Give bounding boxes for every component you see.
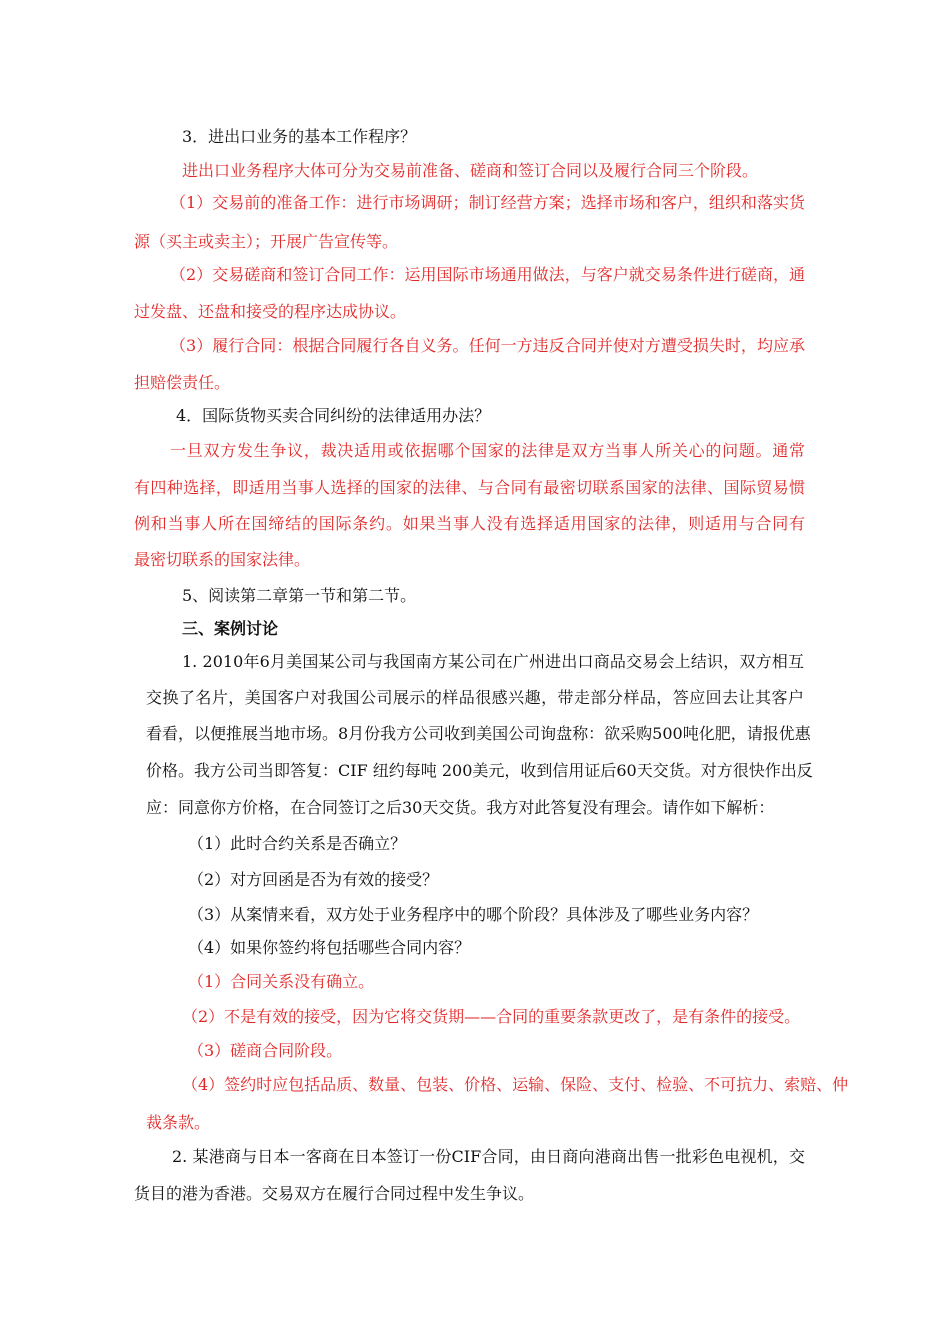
case-1-question-4: （4）如果你签约将包括哪些合同内容？ xyxy=(188,938,471,957)
case-1-answer-4-cont: 裁条款。 xyxy=(146,1113,211,1132)
answer-4-line-1: 一旦双方发生争议，裁决适用或依据哪个国家的法律是双方当事人所关心的问题。通常 xyxy=(170,441,805,460)
answer-3-item-3-cont: 担赔偿责任。 xyxy=(134,373,231,392)
case-1-line-2: 交换了名片，美国客户对我国公司展示的样品很感兴趣，带走部分样品，答应回去让其客户 xyxy=(146,688,804,707)
case-1-answer-1: （1）合同关系没有确立。 xyxy=(188,972,375,991)
answer-4-line-3: 例和当事人所在国缔结的国际条约。如果当事人没有选择适用国家的法律，则适用与合同有 xyxy=(134,514,805,533)
case-1-question-2: （2）对方回函是否为有效的接受？ xyxy=(188,870,439,889)
answer-4-line-4: 最密切联系的国家法律。 xyxy=(134,550,311,569)
answer-4-line-2: 有四种选择，即适用当事人选择的国家的法律、与合同有最密切联系国家的法律、国际贸易惯 xyxy=(134,478,805,497)
case-1-question-3: （3）从案情来看，双方处于业务程序中的哪个阶段？具体涉及了哪些业务内容？ xyxy=(188,905,759,924)
question-3: 3．进出口业务的基本工作程序？ xyxy=(182,127,417,146)
answer-3-item-2-cont: 过发盘、还盘和接受的程序达成协议。 xyxy=(134,302,407,321)
answer-3-item-2: （2）交易磋商和签订合同工作：运用国际市场通用做法，与客户就交易条件进行磋商，通 xyxy=(170,265,805,284)
item-5: 5、阅读第二章第一节和第二节。 xyxy=(182,586,417,605)
answer-3-item-1: （1）交易前的准备工作：进行市场调研；制订经营方案；选择市场和客户，组织和落实货 xyxy=(170,193,805,212)
case-1-line-5: 应：同意你方价格，在合同签订之后30天交货。我方对此答复没有理会。请作如下解析： xyxy=(146,798,775,817)
case-1-line-4: 价格。我方公司当即答复：CIF 纽约每吨 200美元，收到信用证后60天交货。对方很快作出反 xyxy=(146,761,813,780)
answer-3-item-3: （3）履行合同：根据合同履行各自义务。任何一方违反合同并使对方遭受损失时，均应承 xyxy=(170,336,805,355)
case-1-answer-3: （3）磋商合同阶段。 xyxy=(188,1041,343,1060)
case-1-answer-2: （2）不是有效的接受，因为它将交货期——合同的重要条款更改了，是有条件的接受。 xyxy=(182,1007,801,1026)
question-4: 4．国际货物买卖合同纠纷的法律适用办法？ xyxy=(176,406,491,425)
case-1-question-1: （1）此时合约关系是否确立？ xyxy=(188,834,407,853)
case-2-line-2: 货目的港为香港。交易双方在履行合同过程中发生争议。 xyxy=(134,1184,535,1203)
section-heading-case-discussion: 三、案例讨论 xyxy=(182,619,279,638)
case-2-line-1: 2. 某港商与日本一客商在日本签订一份CIF合同，由日商向港商出售一批彩色电视机，交 xyxy=(172,1147,805,1166)
case-1-line-1: 1. 2010年6月美国某公司与我国南方某公司在广州进出口商品交易会上结识，双方相互 xyxy=(182,652,804,671)
answer-3-item-1-cont: 源（买主或卖主）；开展广告宣传等。 xyxy=(134,232,399,251)
answer-3-intro: 进出口业务程序大体可分为交易前准备、磋商和签订合同以及履行合同三个阶段。 xyxy=(182,161,759,180)
case-1-answer-4: （4）签约时应包括品质、数量、包装、价格、运输、保险、支付、检验、不可抗力、索赔、仲 xyxy=(182,1075,849,1094)
case-1-line-3: 看看，以便推展当地市场。8月份我方公司收到美国公司询盘称：欲采购500吨化肥，请报优惠 xyxy=(146,724,811,743)
